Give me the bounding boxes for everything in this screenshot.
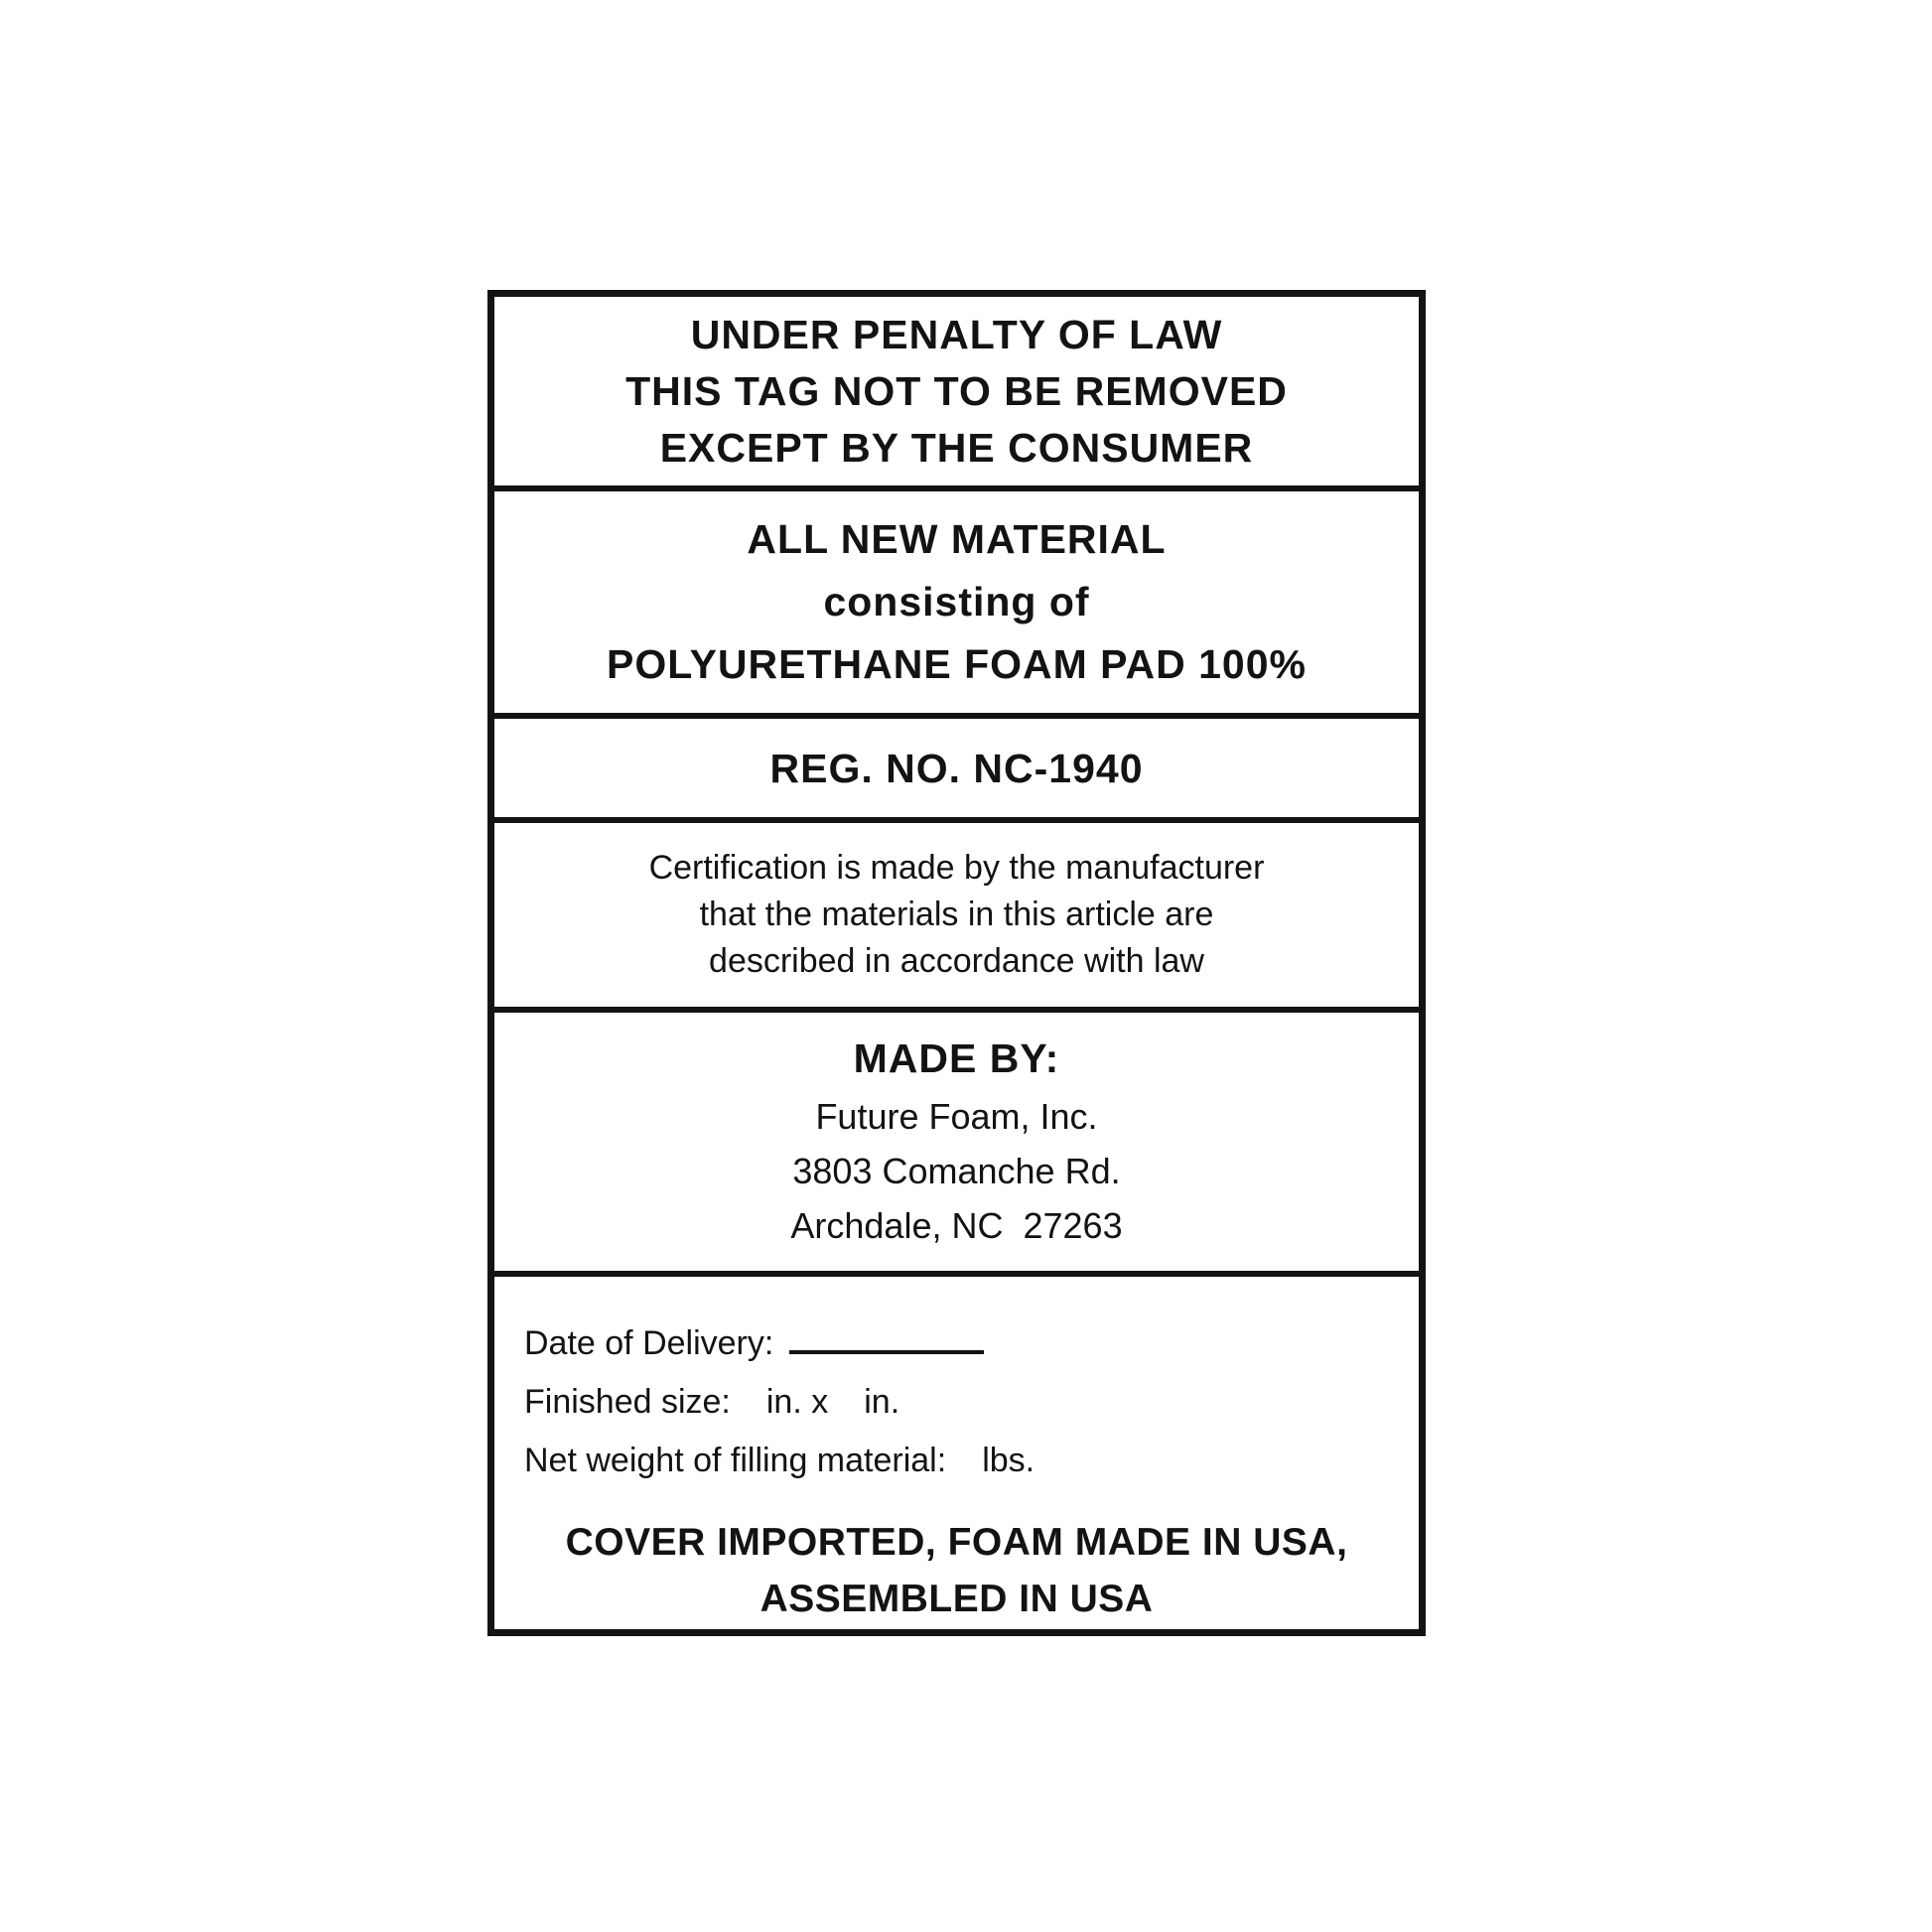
- origin-statement: [524, 1514, 1389, 1627]
- material-line-2: consisting of: [823, 579, 1090, 624]
- finished-size-label: Finished size:: [524, 1383, 731, 1421]
- registration-number-section: [494, 719, 1419, 823]
- origin-line-1: COVER IMPORTED, FOAM MADE IN USA,: [565, 1521, 1348, 1564]
- penalty-line-1: UNDER PENALTY OF LAW: [690, 311, 1223, 357]
- finished-size-row: [524, 1373, 1389, 1432]
- origin-line-2: ASSEMBLED IN USA: [759, 1578, 1154, 1620]
- material-line-1: ALL NEW MATERIAL: [747, 516, 1167, 562]
- certification-line-1: Certification is made by the manufacturer: [648, 849, 1265, 887]
- law-label-tag: [487, 290, 1426, 1636]
- finished-size-unit-1: in. x: [765, 1383, 829, 1421]
- manufacturer-city: Archdale, NC 27263: [790, 1204, 1123, 1246]
- certification-line-3: described in accordance with law: [709, 942, 1204, 980]
- material-line-3: POLYURETHANE FOAM PAD 100%: [607, 641, 1307, 687]
- net-weight-row: [524, 1432, 1389, 1490]
- material-contents-section: [494, 491, 1419, 719]
- delivery-details-section: [494, 1277, 1419, 1629]
- registration-number: REG. NO. NC-1940: [769, 745, 1144, 791]
- date-of-delivery-label: Date of Delivery:: [524, 1324, 774, 1362]
- manufacturer-name: Future Foam, Inc.: [815, 1095, 1098, 1137]
- made-by-heading: MADE BY:: [853, 1035, 1060, 1081]
- certification-section: [494, 823, 1419, 1013]
- penalty-warning-section: [494, 297, 1419, 491]
- penalty-line-2: THIS TAG NOT TO BE REMOVED: [625, 367, 1288, 414]
- net-weight-unit: lbs.: [982, 1442, 1035, 1479]
- certification-line-2: that the materials in this article are: [699, 896, 1214, 933]
- penalty-line-3: EXCEPT BY THE CONSUMER: [659, 424, 1254, 471]
- manufacturer-section: [494, 1013, 1419, 1277]
- date-of-delivery-blank: [789, 1324, 984, 1354]
- date-of-delivery-row: [524, 1314, 1389, 1373]
- net-weight-label: Net weight of filling material:: [524, 1442, 947, 1479]
- finished-size-unit-2: in.: [864, 1383, 900, 1421]
- manufacturer-street: 3803 Comanche Rd.: [792, 1150, 1121, 1191]
